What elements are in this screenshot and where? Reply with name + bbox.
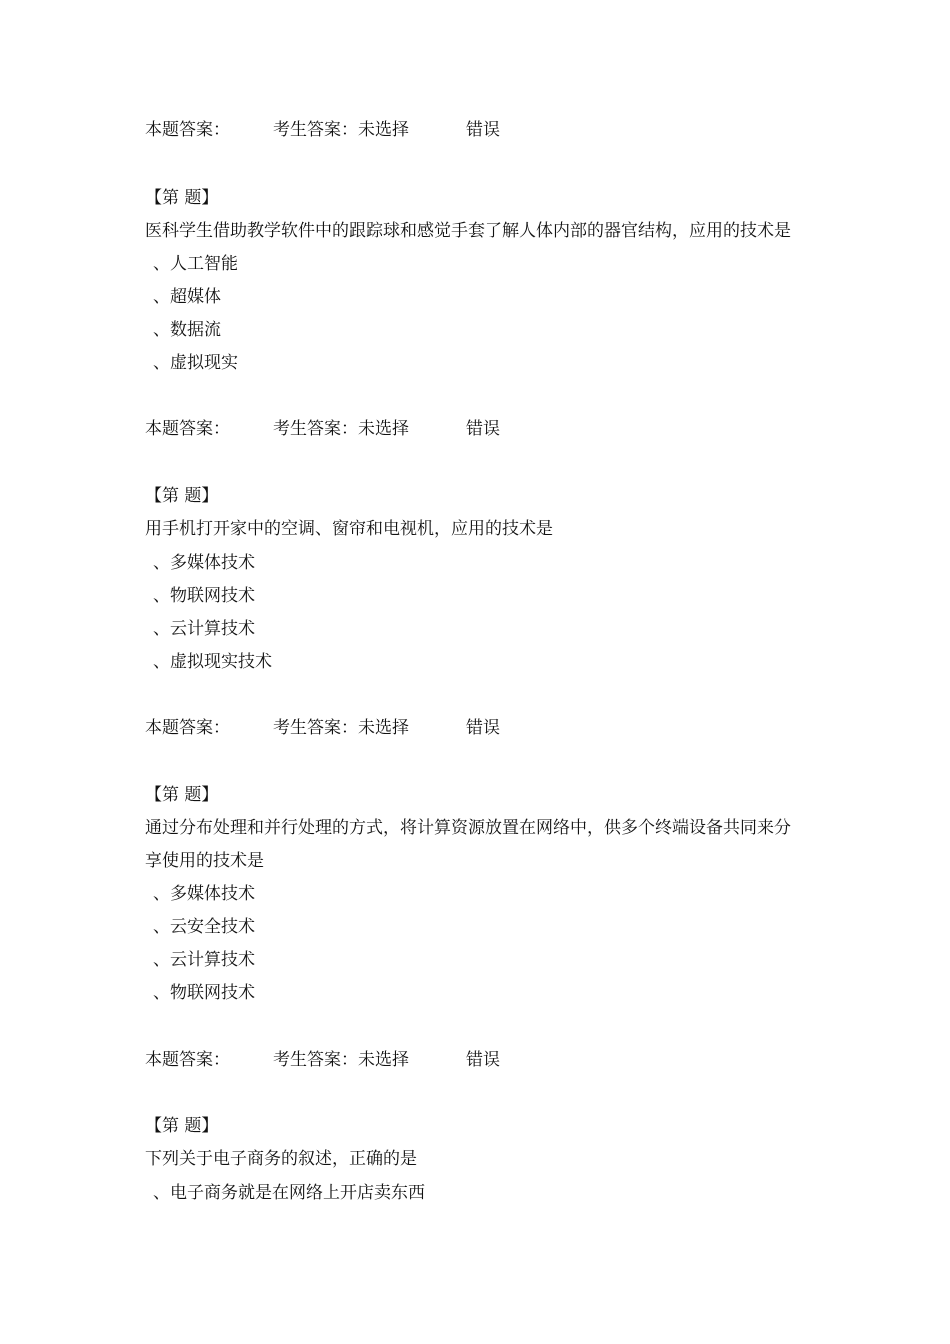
question-option: 、虚拟现实技术 bbox=[153, 652, 272, 672]
question-option: 、虚拟现实 bbox=[153, 353, 238, 373]
question-option: 、云计算技术 bbox=[153, 619, 255, 639]
question-option: 、数据流 bbox=[153, 320, 221, 340]
correct-answer-label: 本题答案： bbox=[145, 419, 230, 439]
question-stem: 享使用的技术是 bbox=[145, 851, 264, 871]
student-answer-label: 考生答案：未选择 bbox=[273, 120, 409, 140]
answer-result: 错误 bbox=[466, 1050, 500, 1070]
answer-result: 错误 bbox=[466, 419, 500, 439]
question-option: 、电子商务就是在网络上开店卖东西 bbox=[153, 1183, 425, 1203]
question-option: 、云计算技术 bbox=[153, 950, 255, 970]
correct-answer-label: 本题答案： bbox=[145, 1050, 230, 1070]
question-header: 【第 题】 bbox=[145, 486, 219, 506]
student-answer-label: 考生答案：未选择 bbox=[273, 1050, 409, 1070]
question-stem: 下列关于电子商务的叙述，正确的是 bbox=[145, 1149, 417, 1169]
question-stem: 医科学生借助教学软件中的跟踪球和感觉手套了解人体内部的器官结构，应用的技术是 bbox=[145, 221, 791, 241]
correct-answer-label: 本题答案： bbox=[145, 120, 230, 140]
answer-result: 错误 bbox=[466, 718, 500, 738]
question-option: 、多媒体技术 bbox=[153, 553, 255, 573]
question-stem: 通过分布处理和并行处理的方式，将计算资源放置在网络中，供多个终端设备共同来分 bbox=[145, 818, 791, 838]
question-option: 、人工智能 bbox=[153, 254, 238, 274]
question-header: 【第 题】 bbox=[145, 785, 219, 805]
question-option: 、云安全技术 bbox=[153, 917, 255, 937]
question-option: 、物联网技术 bbox=[153, 586, 255, 606]
answer-result: 错误 bbox=[466, 120, 500, 140]
question-option: 、物联网技术 bbox=[153, 983, 255, 1003]
question-header: 【第 题】 bbox=[145, 188, 219, 208]
student-answer-label: 考生答案：未选择 bbox=[273, 718, 409, 738]
student-answer-label: 考生答案：未选择 bbox=[273, 419, 409, 439]
correct-answer-label: 本题答案： bbox=[145, 718, 230, 738]
question-option: 、多媒体技术 bbox=[153, 884, 255, 904]
question-header: 【第 题】 bbox=[145, 1116, 219, 1136]
question-option: 、超媒体 bbox=[153, 287, 221, 307]
question-stem: 用手机打开家中的空调、窗帘和电视机，应用的技术是 bbox=[145, 519, 553, 539]
